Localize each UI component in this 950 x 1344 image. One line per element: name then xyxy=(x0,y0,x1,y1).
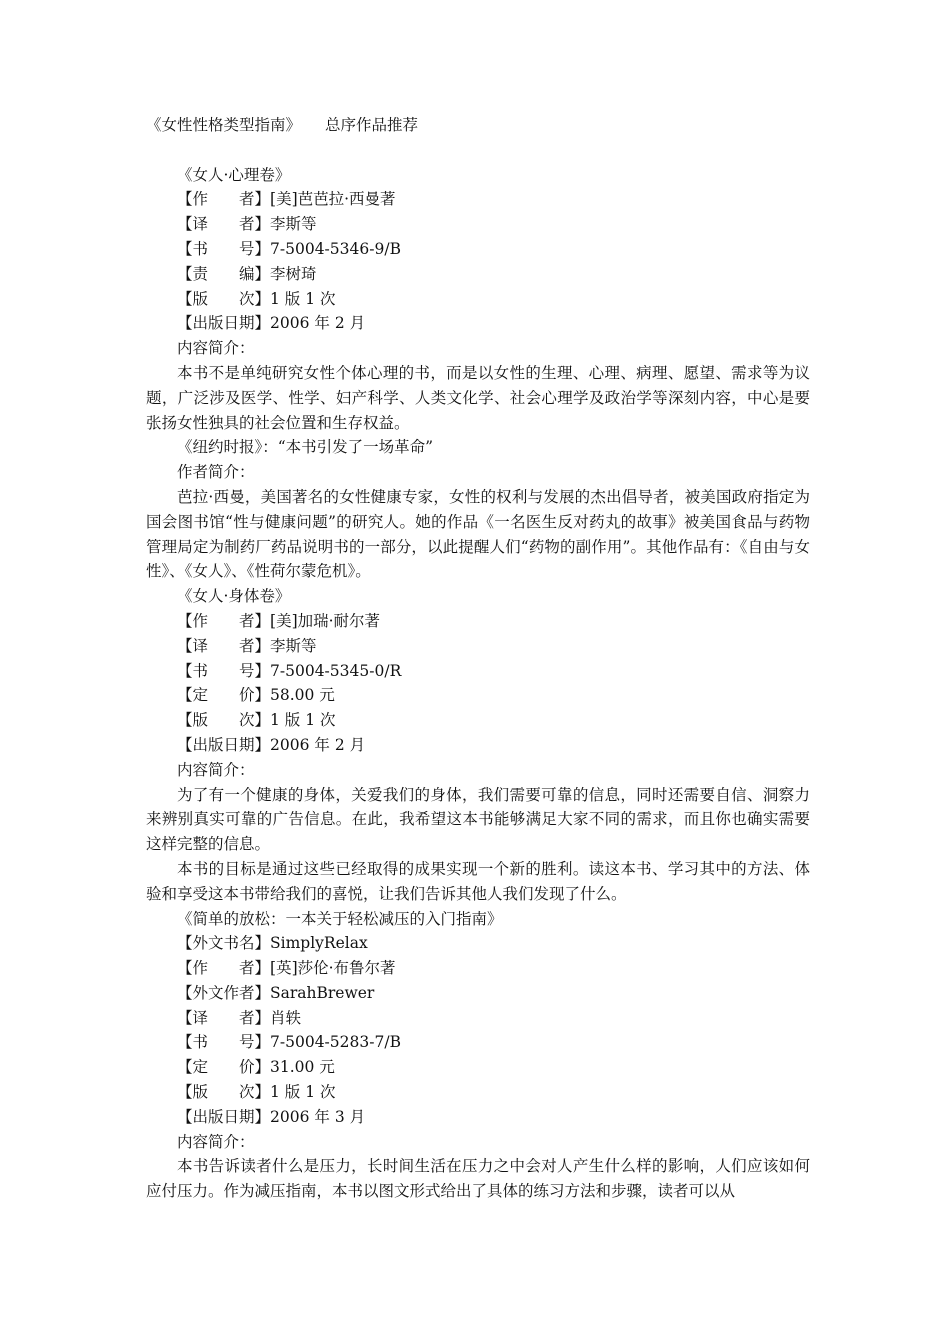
intro-paragraph: 本书告诉读者什么是压力，长时间生活在压力之中会对人产生什么样的影响，人们应该如何应付压力。作为减压指南，本书以图文形式给出了具体的练习方法和步骤，读者可以从 xyxy=(146,1157,810,1201)
book-field xyxy=(146,1030,810,1055)
field-key: 【外文书名】 xyxy=(177,934,271,953)
field-value: 李树琦 xyxy=(270,264,317,283)
book-field xyxy=(146,708,810,733)
author-paragraph: 芭拉·西曼，美国著名的女性健康专家，女性的权利与发展的杰出倡导者，被美国政府指定为国会图书馆“性与健康问题”的研究人。她的作品《一名医生反对药丸的故事》被美国食品与药物管理局定为制药厂药品说明书的一部分，以此提醒人们“药物的副作用”。其他作品有：《自由与女性》、《女人》、《性荷尔蒙危机》。 xyxy=(146,487,810,581)
field-value: 1 版 1 次 xyxy=(270,711,336,730)
field-key: 【出版日期】 xyxy=(177,735,271,754)
field-value: 7-5004-5346-9/B xyxy=(270,239,401,258)
field-value: 肖轶 xyxy=(270,1008,302,1027)
field-key: 【书 号】 xyxy=(177,239,271,258)
book-field xyxy=(146,262,810,287)
field-value: 李斯等 xyxy=(270,215,317,234)
field-key: 【定 价】 xyxy=(177,686,271,705)
book-field xyxy=(146,287,810,312)
field-key: 【定 价】 xyxy=(177,1058,271,1077)
field-key: 【作 者】 xyxy=(177,190,271,209)
book-field xyxy=(146,659,810,684)
field-value: [英]莎伦·布鲁尔著 xyxy=(270,959,396,978)
document-subtitle: 总序作品推荐 xyxy=(325,116,419,134)
book-field xyxy=(146,634,810,659)
intro-label: 内容简介： xyxy=(177,339,255,358)
document-header xyxy=(146,113,810,138)
field-key: 【外文作者】 xyxy=(177,983,271,1002)
book-field xyxy=(146,1006,810,1031)
field-key: 【译 者】 xyxy=(177,1008,271,1027)
document-title: 《女性性格类型指南》 xyxy=(146,116,302,134)
document-page xyxy=(146,113,810,1204)
review-quote: 《纽约时报》：“本书引发了一场革命” xyxy=(177,438,434,457)
book-field xyxy=(146,1055,810,1080)
book-field xyxy=(146,237,810,262)
field-key: 【版 次】 xyxy=(177,289,271,308)
book-field xyxy=(146,1105,810,1130)
intro-paragraph: 为了有一个健康的身体，关爱我们的身体，我们需要可靠的信息，同时还需要自信、洞察力来辨别真实可靠的广告信息。在此，我希望这本书能够满足大家不同的需求，而且你也确实需要这样完整的信息。 xyxy=(146,785,810,854)
book-title: 《简单的放松：一本关于轻松减压的入门指南》 xyxy=(177,909,503,928)
field-key: 【出版日期】 xyxy=(177,1107,271,1126)
field-key: 【版 次】 xyxy=(177,1083,271,1102)
field-value: 7-5004-5283-7/B xyxy=(270,1033,401,1052)
book-field xyxy=(146,212,810,237)
field-key: 【作 者】 xyxy=(177,959,271,978)
field-key: 【出版日期】 xyxy=(177,314,271,333)
field-value: 7-5004-5345-0/R xyxy=(270,661,402,680)
intro-paragraph: 本书不是单纯研究女性个体心理的书，而是以女性的生理、心理、病理、愿望、需求等为议题，广泛涉及医学、性学、妇产科学、人类文化学、社会心理学及政治学等深刻内容，中心是要张扬女性独具的社会位置和生存权益。 xyxy=(146,363,810,432)
book-field xyxy=(146,981,810,1006)
field-value: 2006 年 2 月 xyxy=(270,314,366,333)
field-key: 【译 者】 xyxy=(177,636,271,655)
intro-label: 内容简介： xyxy=(177,1132,255,1151)
field-key: 【书 号】 xyxy=(177,1033,271,1052)
field-value: SimplyRelax xyxy=(270,934,368,953)
book-title: 《女人·心理卷》 xyxy=(177,165,291,184)
spacer xyxy=(146,138,810,163)
book-field xyxy=(146,683,810,708)
field-value: [美]芭芭拉·西曼著 xyxy=(270,190,396,209)
book-field xyxy=(146,1080,810,1105)
intro-paragraph: 本书的目标是通过这些已经取得的成果实现一个新的胜利。读这本书、学习其中的方法、体验和享受这本书带给我们的喜悦，让我们告诉其他人我们发现了什么。 xyxy=(146,859,810,903)
field-value: 58.00 元 xyxy=(270,686,335,705)
field-value: 李斯等 xyxy=(270,636,317,655)
field-value: [美]加瑞·耐尔著 xyxy=(270,611,381,630)
field-key: 【责 编】 xyxy=(177,264,271,283)
book-field xyxy=(146,187,810,212)
field-value: 1 版 1 次 xyxy=(270,289,336,308)
field-key: 【版 次】 xyxy=(177,711,271,730)
field-key: 【作 者】 xyxy=(177,611,271,630)
book-field xyxy=(146,733,810,758)
book-title: 《女人·身体卷》 xyxy=(177,587,291,606)
field-value: 1 版 1 次 xyxy=(270,1083,336,1102)
author-label: 作者简介： xyxy=(177,463,255,482)
field-value: 2006 年 2 月 xyxy=(270,735,366,754)
field-value: SarahBrewer xyxy=(270,983,375,1002)
book-field xyxy=(146,609,810,634)
book-field xyxy=(146,956,810,981)
field-key: 【译 者】 xyxy=(177,215,271,234)
field-value: 31.00 元 xyxy=(270,1058,335,1077)
field-key: 【书 号】 xyxy=(177,661,271,680)
book-field xyxy=(146,311,810,336)
book-field xyxy=(146,931,810,956)
intro-label: 内容简介： xyxy=(177,760,255,779)
field-value: 2006 年 3 月 xyxy=(270,1107,366,1126)
